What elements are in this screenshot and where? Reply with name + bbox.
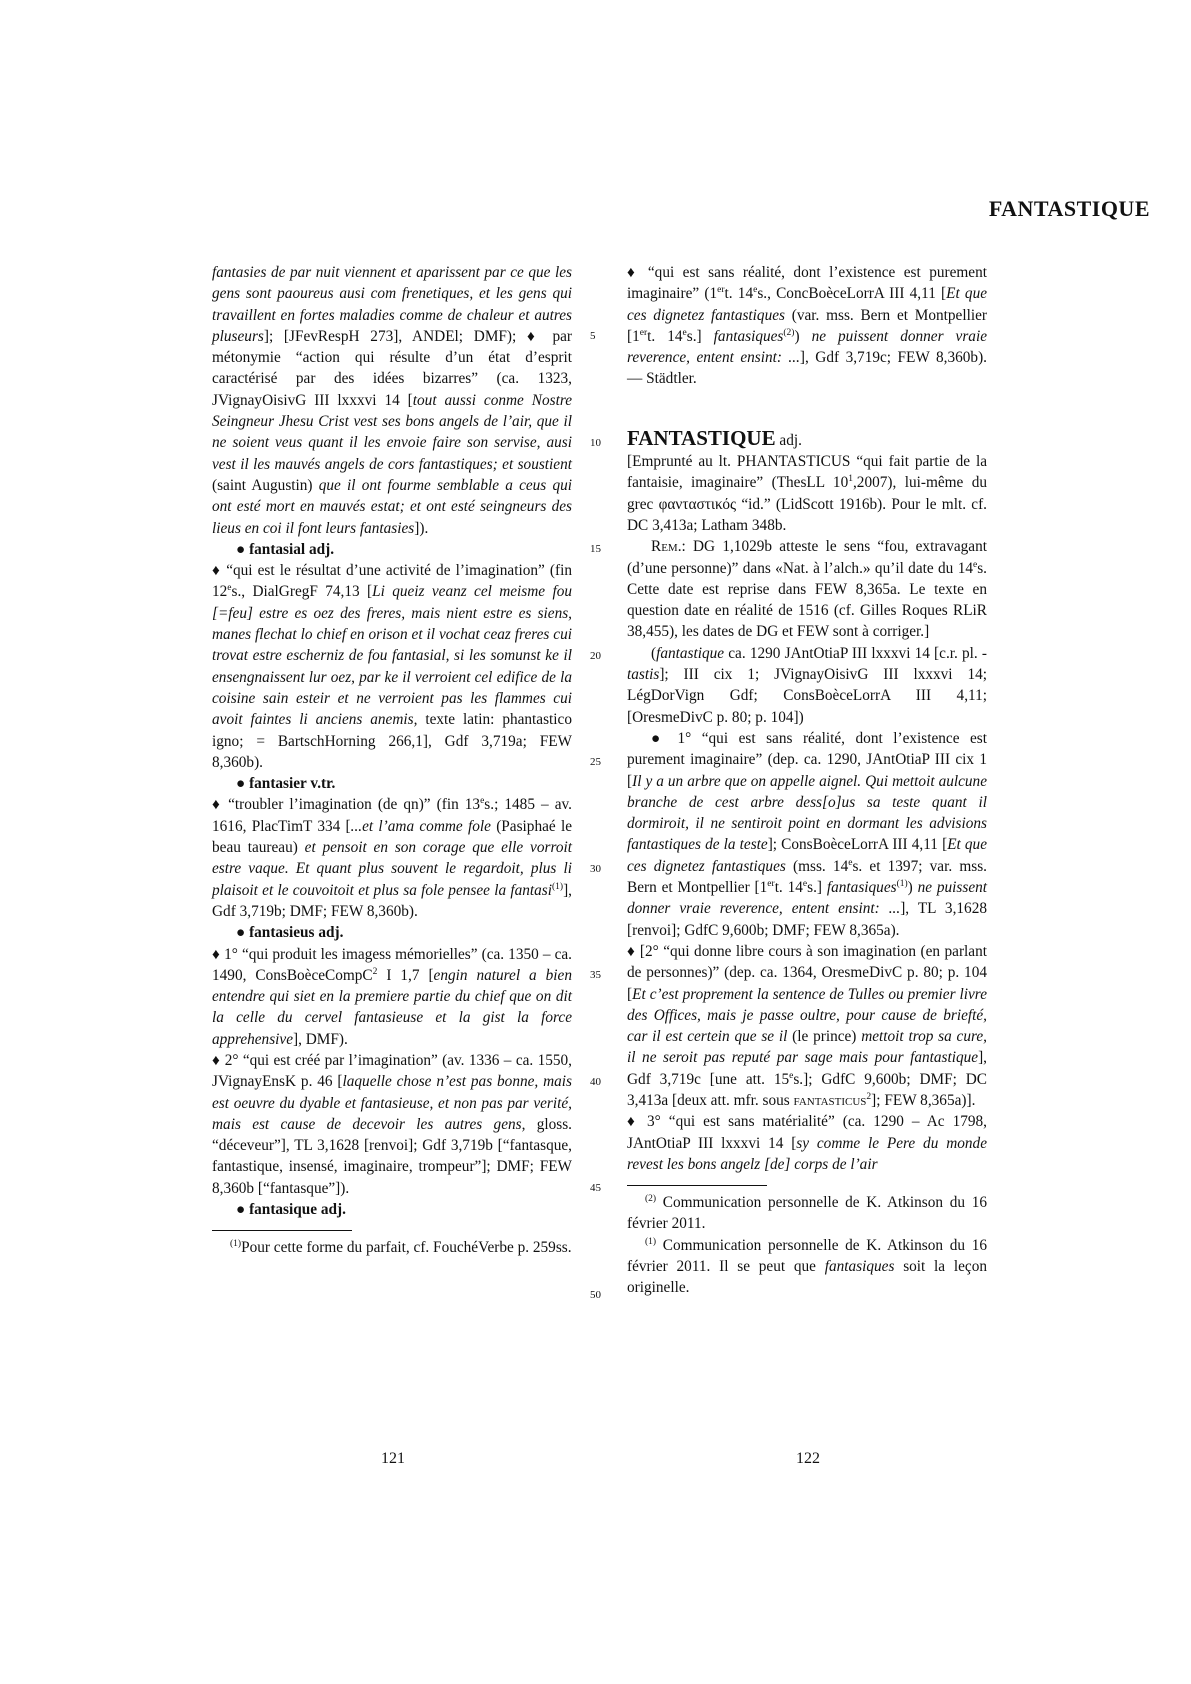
superscript: e xyxy=(227,583,232,594)
italic-text: ne puissent donner vraie reverence, entent ensint: ... xyxy=(627,879,988,918)
text-run: Rem. xyxy=(651,538,682,556)
line-number: 10 xyxy=(590,437,601,449)
superscript: er xyxy=(767,878,775,889)
line-number: 50 xyxy=(590,1289,601,1301)
superscript: er xyxy=(717,285,725,296)
superscript: e xyxy=(682,327,687,338)
page-number-left: 121 xyxy=(381,1450,405,1467)
page-number-right: 122 xyxy=(796,1450,820,1467)
text-run: s., ConcBoèceLorrA III 4,11 [ xyxy=(757,285,947,303)
text-run: ♦ “qui est le résultat d’une activité de l’imagination” (fin 12 xyxy=(212,562,572,601)
italic-text: fantasiques xyxy=(826,879,897,897)
line-number: 45 xyxy=(590,1182,601,1194)
superscript: (1) xyxy=(230,1239,242,1250)
superscript: (1) xyxy=(896,878,908,889)
footnote xyxy=(212,1237,572,1258)
text-run: ], Gdf 3,719c; FEW 8,360b). — Städtler. xyxy=(627,349,987,388)
right-column xyxy=(627,262,987,1299)
superscript: 2 xyxy=(372,966,378,977)
italic-text: ...et l’ama comme fole xyxy=(350,817,491,835)
text-run: ], TL 3,1628 [renvoi]; GdfC 9,600b; DMF; FEW 8,365a). xyxy=(627,900,987,939)
text-run: I 1,7 [ xyxy=(377,966,434,984)
italic-text: fantastique xyxy=(656,644,725,662)
italic-text: fantasiques xyxy=(713,327,784,345)
text-run: (saint Augustin) xyxy=(212,476,319,494)
text-run: s. Cette date est reprise dans FEW 8,365a. Le texte en question date en réalité de 1516 (cf. Gilles Roques RLiR 38,455), les dates de DG et FEW sont à corriger.] xyxy=(627,559,987,641)
line-number: 35 xyxy=(590,969,601,981)
text-run: ]; FEW 8,365a)]. xyxy=(871,1091,976,1109)
text-run: ♦ [2° “qui donne libre cours à son imagination (en parlant de personnes)” (dep. ca. 1364, OresmeDivC p. 80; p. 104 [ xyxy=(627,942,987,1003)
superscript: e xyxy=(848,857,853,868)
subentry-heading-fantasique: ● fantasique adj. xyxy=(236,1201,346,1219)
text-run: (var. mss. Bern et Montpellier [1 xyxy=(627,306,987,345)
text-run: ♦ 1° “qui produit les imagess mémorielles” (ca. 1350 – ca. 1490, ConsBoèceCompC xyxy=(212,945,572,984)
sense-paragraph xyxy=(212,560,572,773)
sense-paragraph xyxy=(627,262,987,390)
text-run: t. 14 xyxy=(724,285,754,303)
italic-text: fantasies de par nuit viennent et aparissent par ce que les gens sont paoureus ausi com frenetiques, et les gens qui travaillent en fortes maladies comme de chaleur et autres pluseurs xyxy=(212,264,572,345)
text-run: [Emprunté au lt. PHANTASTICUS “qui fait partie de la fantaisie, imaginaire” (ThesLL 10 xyxy=(627,453,987,492)
italic-text: mettoit trop sa cure, il ne seroit pas reputé par sage mais pour fantastique xyxy=(627,1028,987,1067)
line-number: 20 xyxy=(590,650,601,662)
italic-text: Li queiz veanz cel meisme fou [=feu] estre es oez des freres, mais nient estre es siens, manes flechat lo chief en orison et il vochat ceaz freres cui trovat estre escherniz de fou fantasial, si les somunst ke il ensengnaissent lur oez, par ke il verroient cel edifice de la coisine sain esteir et ne verroient pas les flammes cui avoit faintes li anciens anemis, xyxy=(212,583,572,729)
footnote-rule xyxy=(627,1185,767,1186)
text-run: ) xyxy=(794,327,812,345)
italic-text: tout aussi conme Nostre Seingneur Jhesu Crist vest ses bons angels de l’air, que il ne soient veus quant il les envoie faire son servise, ausi vest il les mauvés angels de cors fantastiques; et soustient xyxy=(212,391,572,473)
left-column xyxy=(212,262,572,1259)
part-of-speech: adj. xyxy=(779,431,802,449)
remark xyxy=(627,536,987,642)
text-run: Communication personnelle de K. Atkinson du 16 février 2011. Il se peut que xyxy=(627,1236,987,1276)
text-run: Communication personnelle de K. Atkinson du 16 février 2011. xyxy=(627,1194,987,1233)
forms xyxy=(627,643,987,728)
subentry-heading-fantasieus: ● fantasieus adj. xyxy=(236,924,344,942)
superscript: e xyxy=(789,1070,794,1081)
footnote xyxy=(627,1235,987,1299)
text-run: ], Gdf 3,719c [une att. 15 xyxy=(627,1049,987,1088)
italic-text: Et que ces dignetez fantastiques xyxy=(627,836,987,875)
superscript: e xyxy=(973,559,978,570)
italic-text: et pensoit en son corage que elle vorroit estre vaque. Et quant plus souvent le regardoit, plus li plaisoit et le couvoitoit et plus sa fole pensee la fantasi xyxy=(212,839,572,899)
text-run: s. et 1397; var. mss. Bern et Montpellier [1 xyxy=(627,857,987,897)
line-number: 30 xyxy=(590,863,601,875)
text-run: (mss. 14 xyxy=(785,857,849,875)
text-run: ], DMF). xyxy=(293,1030,348,1048)
italic-text: -tastis xyxy=(627,644,987,684)
text-run: ]; [JFevRespH 273], ANDEl; DMF); ♦ par métonymie “action qui résulte d’un état d’esprit caractérisé par des idées bizarres” (ca. 1323, JVignayOisivG III lxxxvi 14 [ xyxy=(212,327,572,409)
text-run: s.] xyxy=(807,879,827,897)
subentry-heading-fantasial: ● fantasial adj. xyxy=(236,540,335,558)
superscript: (2) xyxy=(645,1194,657,1205)
italic-text: Il y a un arbre que on appelle aignel. Qui mettoit aulcune branche de cest arbre dess[o]us sa teste quant il dormiroit, il ne sentiroit point en dormant les advisions fantastiques de la teste xyxy=(627,772,987,854)
sense-paragraph xyxy=(212,944,572,1050)
line-number: 40 xyxy=(590,1076,601,1088)
text-run: ]; ConsBoèceLorrA III 4,11 [ xyxy=(767,836,948,854)
footnote-rule xyxy=(212,1230,352,1231)
sense-paragraph xyxy=(212,794,572,922)
text-run: Pour cette forme du parfait, cf. FouchéVerbe p. 259ss. xyxy=(241,1239,572,1257)
text-run: ]; III cix 1; JVignayOisivG III lxxxvi 14; LégDorVign Gdf; ConsBoèceLorrA III 4,11; [OresmeDivC p. 80; p. 104]) xyxy=(627,666,987,726)
superscript: e xyxy=(753,285,758,296)
subentry-heading-fantasier: ● fantasier v.tr. xyxy=(236,775,336,793)
sense-paragraph xyxy=(627,728,987,941)
italic-text: laquelle chose n’est pas bonne, mais est oeuvre du dyable et fantasieuse, et non pas par verité, mais est cause de decevoir les autres gens, xyxy=(212,1073,572,1133)
sense-paragraph xyxy=(627,941,987,1111)
line-number: 15 xyxy=(590,543,601,555)
superscript: 2 xyxy=(866,1091,872,1102)
entry-heading xyxy=(627,425,987,451)
italic-text: ne puissent donner vraie reverence, entent ensint: ... xyxy=(627,327,987,367)
italic-text: engin naturel a bien entendre qui siet en la premiere partie du chief que on dit la celle du cervel fantasieuse et la gist la force apprehensive xyxy=(212,966,572,1048)
text-run: ,2007), lui-même du grec φανταστικός “id.” (LidScott 1916b). Pour le mlt. cf. DC 3,413a; Latham 348b. xyxy=(627,474,987,534)
text-run: ♦ “qui est sans réalité, dont l’existence est purement imaginaire” (1 xyxy=(627,264,987,303)
text-run: ● 1° “qui est sans réalité, dont l’existence est purement imaginaire” (dep. ca. 1290, JAntOtiaP III cix 1 [ xyxy=(627,729,987,790)
text-run: (le prince) xyxy=(787,1028,862,1046)
text-run: gloss. “déceveur”], TL 3,1628 [renvoi]; Gdf 3,719b [“fantasque, fantastique, insensé, imaginaire, trompeur”]; DMF; FEW 8,360b [“fantasque”]). xyxy=(212,1115,572,1197)
text-run: ( xyxy=(651,644,657,662)
text-run: ♦ 2° “qui est créé par l’imagination” (av. 1336 – ca. 1550, JVignayEnsK p. 46 [ xyxy=(212,1051,572,1091)
sense-paragraph xyxy=(627,1111,987,1175)
text-run: texte latin: phantastico igno; = BartschHorning 266,1], Gdf 3,719a; FEW 8,360b). xyxy=(212,711,572,771)
text-run: ca. 1290 JAntOtiaP III lxxxvi 14 [c.r. pl. xyxy=(724,644,982,662)
italic-text: sy comme le Pere du monde revest les bons angelz [de] corps de l’air xyxy=(627,1134,987,1173)
superscript: (1) xyxy=(552,881,564,892)
superscript: (2) xyxy=(783,327,795,338)
text-run: soit la leçon originelle. xyxy=(627,1258,987,1297)
paragraph xyxy=(212,262,572,539)
text-run: ♦ “troubler l’imagination (de qn)” (fin 13 xyxy=(212,796,481,814)
text-run: ], Gdf 3,719b; DMF; FEW 8,360b). xyxy=(212,881,572,920)
superscript: e xyxy=(802,878,808,889)
text-run: s.]; GdfC 9,600b; DMF; DC 3,413a [deux att. mfr. sous xyxy=(627,1070,987,1109)
sense-paragraph xyxy=(212,1050,572,1199)
superscript: e xyxy=(480,796,485,807)
text-run: s.; 1485 – av. 1616, PlacTimT 334 [ xyxy=(212,796,572,835)
italic-text: fantasiques xyxy=(824,1258,895,1276)
text-run: t. 14 xyxy=(647,327,683,345)
superscript: 1 xyxy=(848,474,853,485)
text-run: t. 14 xyxy=(774,879,803,897)
text-run: ]). xyxy=(414,519,429,537)
text-run: (Pasiphaé le beau taureau) xyxy=(212,817,572,857)
line-number: 25 xyxy=(590,756,601,768)
text-run: s.] xyxy=(686,327,714,345)
text-run: s., DialGregF 74,13 [ xyxy=(231,583,373,601)
footnote xyxy=(627,1192,987,1235)
etymology xyxy=(627,451,987,536)
text-run: ) xyxy=(907,879,918,897)
text-run: fantasticus xyxy=(793,1091,867,1109)
superscript: (1) xyxy=(645,1236,657,1247)
running-head: FANTASTIQUE xyxy=(988,196,1150,221)
italic-text: que il ont fourme semblable a ceus qui ont esté mort en mauvés estat; et ont esté seingneurs des lieus en coi il font leurs fantasies xyxy=(212,476,572,537)
line-number: 5 xyxy=(590,330,596,342)
italic-text: Et c’est proprement la sentence de Tulles ou premier livre des Offices, mais je passe oultre, pour cause de briefté, car il est certein que se il xyxy=(627,985,987,1046)
italic-text: Et que ces dignetez fantastiques xyxy=(627,285,988,324)
headword: FANTASTIQUE xyxy=(627,425,776,450)
text-run: : DG 1,1029b atteste le sens “fou, extravagant (d’une personne)” dans «Nat. à l’alch.» qu’il date du 14 xyxy=(627,538,987,577)
superscript: er xyxy=(639,327,648,338)
text-run: ♦ 3° “qui est sans matérialité” (ca. 1290 – Ac 1798, JAntOtiaP III lxxxvi 14 [ xyxy=(627,1113,987,1152)
